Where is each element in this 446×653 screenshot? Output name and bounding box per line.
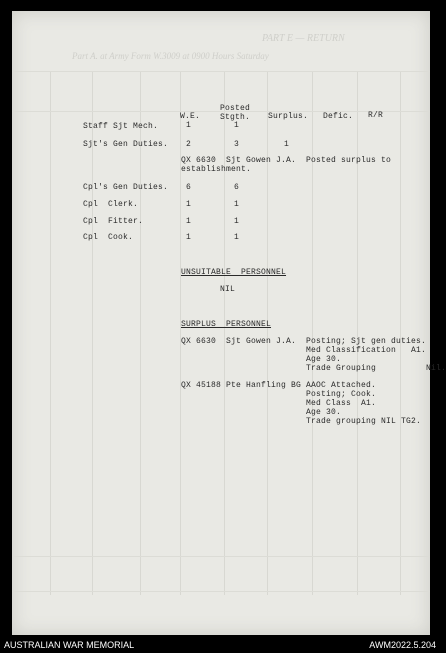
surplus-entry-line: Age 30. <box>306 355 342 364</box>
row-rank: Cpl Clerk. <box>83 200 139 209</box>
row-surplus: 1 <box>284 140 290 149</box>
footer-bar <box>0 637 442 653</box>
document-sheet <box>12 11 446 635</box>
row-posted: 1 <box>234 233 240 242</box>
row-we: 6 <box>186 183 192 192</box>
row-rank: Staff Sjt Mech. <box>83 122 159 131</box>
row-we: 2 <box>186 140 192 149</box>
surplus-entry-line: Med Class A1. <box>306 399 377 408</box>
ghost-form-title: PART E — RETURN <box>262 33 345 44</box>
surplus-heading: SURPLUS PERSONNEL <box>181 320 272 329</box>
row-we: 1 <box>186 200 192 209</box>
footer-left: AUSTRALIAN WAR MEMORIAL <box>4 640 135 650</box>
row-rank: Cpl Fitter. <box>83 217 144 226</box>
surplus-entry-line: Posting; Sjt gen duties. <box>306 337 427 346</box>
row-posted: 1 <box>234 217 240 226</box>
row-we: 1 <box>186 233 192 242</box>
surplus-entry-id: QX 6630 Sjt Gowen J.A. <box>181 337 297 346</box>
surplus-note-line1: QX 6630 Sjt Gowen J.A. Posted surplus to <box>181 156 392 165</box>
unsuitable-heading: UNSUITABLE PERSONNEL <box>181 268 287 277</box>
surplus-note-line2: establishment. <box>181 165 252 174</box>
row-we: 1 <box>186 217 192 226</box>
row-posted: 3 <box>234 140 240 149</box>
row-posted: 1 <box>234 200 240 209</box>
surplus-entry-id: QX 45188 Pte Hanfling BG AAOC Attached. <box>181 381 377 390</box>
row-posted: 1 <box>234 121 240 130</box>
row-posted: 6 <box>234 183 240 192</box>
header-r: R/R <box>368 111 384 120</box>
surplus-entry-line: Age 30. <box>306 408 342 417</box>
surplus-entry-line: Posting; Cook. <box>306 390 377 399</box>
header-defic: Defic. <box>323 112 354 121</box>
header-we: W.E. <box>180 112 201 121</box>
unsuitable-value: NIL <box>220 285 236 294</box>
row-rank: Sjt's Gen Duties. <box>83 140 169 149</box>
surplus-entry-line: Med Classification A1. <box>306 346 427 355</box>
row-we: 1 <box>186 121 192 130</box>
footer-right: AWM2022.5.204 <box>369 640 436 650</box>
surplus-entry-line: Trade Grouping Nil. <box>306 364 446 373</box>
header-surplus: Surplus. <box>268 112 309 121</box>
surplus-entry-line: Trade grouping NIL TG2. <box>306 417 422 426</box>
row-rank: Cpl's Gen Duties. <box>83 183 169 192</box>
row-rank: Cpl Cook. <box>83 233 134 242</box>
ghost-form-text: Part A. at Army Form W.3009 at 0900 Hours Saturday <box>72 51 269 61</box>
header-posted: Posted Stgth. <box>220 104 251 122</box>
